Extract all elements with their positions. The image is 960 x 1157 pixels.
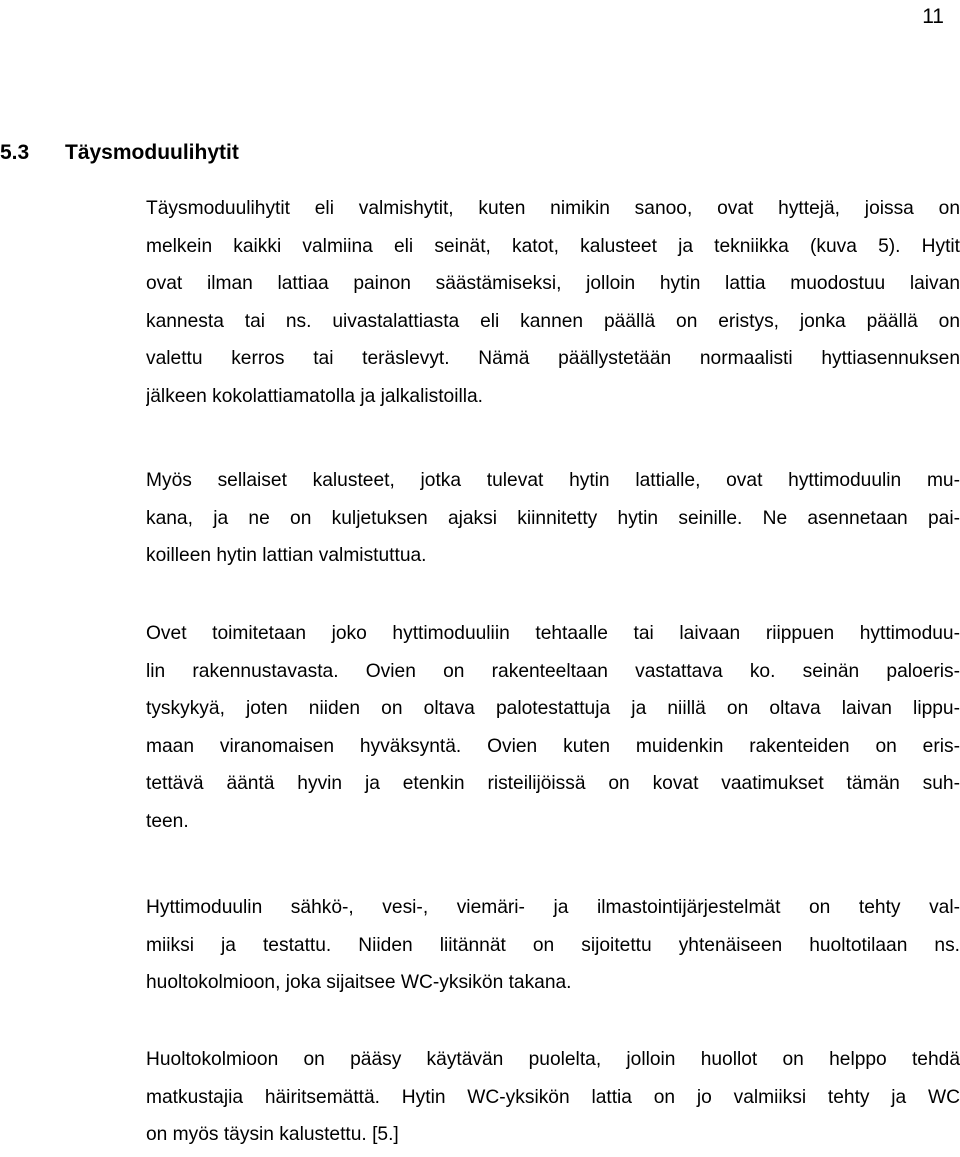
text-line: Ovet toimitetaan joko hyttimoduuliin tehtaalle tai laivaan riippuen hyttimoduu- [146,623,960,644]
text-line: Hyttimoduulin sähkö-, vesi-, viemäri- ja ilmastointijärjestelmät on tehty val- [146,897,960,918]
text-line: ovat ilman lattiaa painon säästämiseksi, jolloin hytin lattia muodostuu laivan [146,273,960,294]
text-line: on myös täysin kalustettu. [5.] [146,1124,399,1145]
text-line: tyskykyä, joten niiden on oltava palotestattuja ja niillä on oltava laivan lippu- [146,698,960,719]
text-line: Täysmoduulihytit eli valmishytit, kuten nimikin sanoo, ovat hyttejä, joissa on [146,198,960,219]
text-line: kannesta tai ns. uivastalattiasta eli kannen päällä on eristys, jonka päällä on [146,310,960,332]
paragraph-4 [146,889,960,1002]
paragraph-2 [146,462,960,575]
text-line: maan viranomaisen hyväksyntä. Ovien kuten muidenkin rakenteiden on eris- [146,735,960,757]
section-title: Täysmoduulihytit [65,141,239,164]
text-line: koilleen hytin lattian valmistuttua. [146,545,427,566]
text-line: lin rakennustavasta. Ovien on rakenteeltaan vastattava ko. seinän paloeris- [146,660,960,682]
paragraph-5 [146,1041,960,1154]
text-line: huoltokolmioon, joka sijaitsee WC-yksikön takana. [146,972,572,993]
text-line: teen. [146,810,189,832]
text-line: jälkeen kokolattiamatolla ja jalkalistoilla. [146,385,484,407]
text-line: matkustajia häiritsemättä. Hytin WC-yksikön lattia on jo valmiiksi tehty ja WC [146,1086,960,1108]
section-heading [0,140,239,166]
text-line: Huoltokolmioon on pääsy käytävän puolelta, jolloin huollot on helppo tehdä [146,1049,960,1070]
text-line: valettu kerros tai teräslevyt. Nämä päällystetään normaalisti hyttiasennuksen [146,348,960,369]
text-line: Myös sellaiset kalusteet, jotka tulevat hytin lattialle, ovat hyttimoduulin mu- [146,470,960,491]
text-line: kana, ja ne on kuljetuksen ajaksi kiinnitetty hytin seinille. Ne asennetaan pai- [146,507,960,529]
text-line: tettävä ääntä hyvin ja etenkin risteilijöissä on kovat vaatimukset tämän suh- [146,773,960,794]
page-number: 11 [922,5,944,28]
section-number: 5.3 [0,141,30,164]
text-line: miiksi ja testattu. Niiden liitännät on sijoitettu yhtenäiseen huoltotilaan ns. [146,934,960,956]
text-line: melkein kaikki valmiina eli seinät, katot, kalusteet ja tekniikka (kuva 5). Hytit [146,235,960,257]
paragraph-1 [146,190,960,415]
paragraph-3 [146,615,960,840]
